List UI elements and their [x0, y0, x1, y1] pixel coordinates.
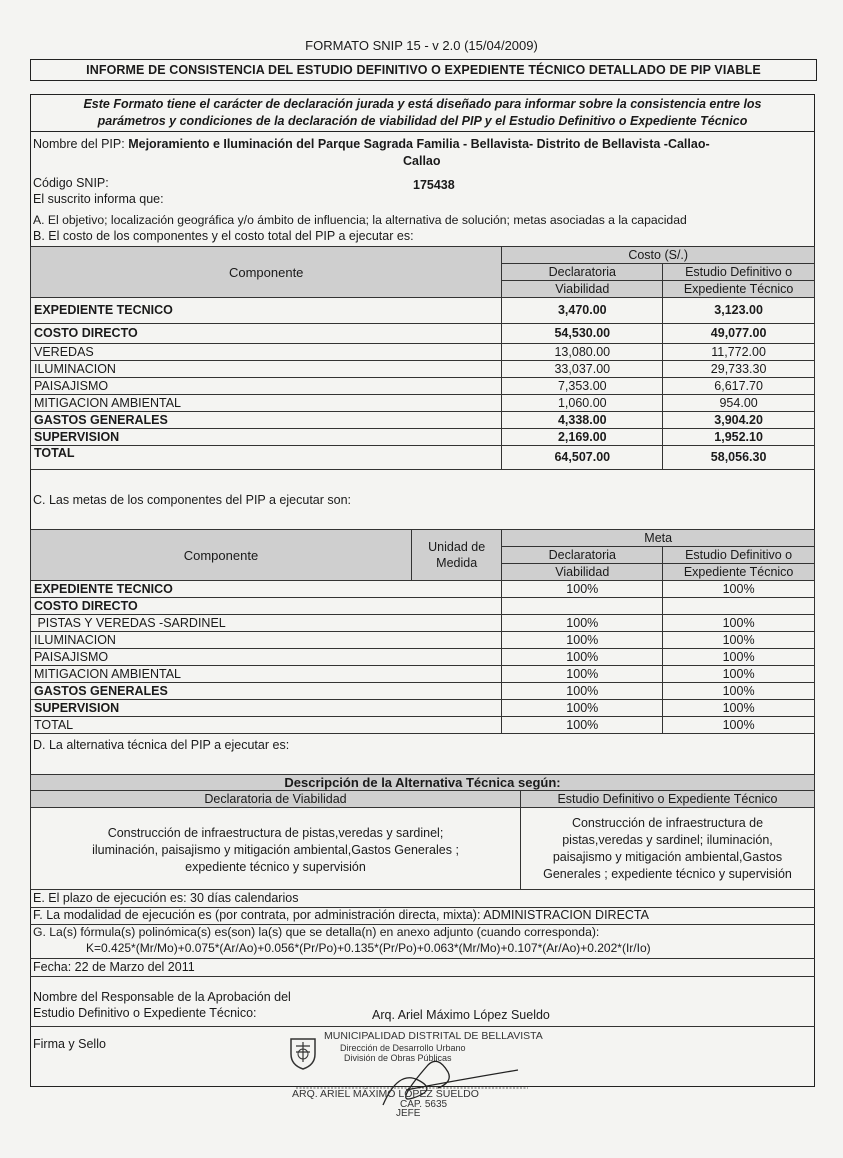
row-name: SUPERVISION: [31, 429, 502, 446]
row-est: 100%: [663, 632, 815, 649]
alternative-table: [30, 774, 815, 890]
table-row: [31, 344, 815, 361]
goals-table: [30, 529, 815, 734]
row-est: 58,056.30: [663, 446, 815, 470]
stamp-role: JEFE: [396, 1108, 421, 1119]
divider: [30, 1026, 815, 1027]
table-row: [31, 361, 815, 378]
cost-col-decl-1: Declaratoria: [502, 264, 663, 281]
stamp-line-1: MUNICIPALIDAD DISTRITAL DE BELLAVISTA: [324, 1030, 543, 1042]
row-est: 11,772.00: [663, 344, 815, 361]
row-est: 29,733.30: [663, 361, 815, 378]
row-decl: 100%: [502, 649, 663, 666]
table-row: [31, 683, 815, 700]
cost-col-cost: Costo (S/.): [502, 247, 815, 264]
cost-table: [30, 246, 815, 470]
row-name: MITIGACION AMBIENTAL: [31, 395, 502, 412]
goals-col-est-1: Estudio Definitivo o: [663, 547, 815, 564]
sign-label: Firma y Sello: [33, 1037, 106, 1051]
alt-decl-line: Construcción de infraestructura de pistas,veredas y sardinel;: [107, 826, 444, 840]
alt-est-line: Generales ; expediente técnico y supervisión: [543, 866, 792, 881]
alternative-header: Descripción de la Alternativa Técnica según:: [31, 775, 815, 791]
format-version: FORMATO SNIP 15 - v 2.0 (15/04/2009): [305, 38, 538, 53]
row-decl: 33,037.00: [502, 361, 663, 378]
table-row: [31, 412, 815, 429]
document-title: INFORME DE CONSISTENCIA DEL ESTUDIO DEFINITIVO O EXPEDIENTE TÉCNICO DETALLADO DE PIP VIABLE: [30, 59, 817, 81]
table-row: [31, 649, 815, 666]
row-est: 100%: [663, 666, 815, 683]
responsible-name: Arq. Ariel Máximo López Sueldo: [372, 1008, 550, 1022]
row-est: 100%: [663, 717, 815, 734]
table-row: [31, 615, 815, 632]
alt-decl-line: expediente técnico y supervisión: [185, 860, 366, 874]
alt-col-est: Estudio Definitivo o Expediente Técnico: [521, 791, 815, 808]
row-est: [663, 598, 815, 615]
stamp-line-3: División de Obras Públicas: [344, 1053, 452, 1063]
table-row: [31, 700, 815, 717]
row-name: VEREDAS: [31, 344, 502, 361]
row-name: EXPEDIENTE TECNICO: [31, 298, 502, 324]
row-decl: 3,470.00: [502, 298, 663, 324]
date: Fecha: 22 de Marzo del 2011: [33, 960, 195, 974]
table-row: [31, 666, 815, 683]
row-decl: 100%: [502, 615, 663, 632]
table-row: [31, 598, 815, 615]
goals-col-meta: Meta: [502, 530, 815, 547]
formula: K=0.425*(Mr/Mo)+0.075*(Ar/Ao)+0.056*(Pr/Po)+0.135*(Pr/Po)+0.063*(Mr/Mo)+0.107*(Ar/Ao)+0.202*(Ir/Io): [86, 941, 651, 955]
alt-est-line: pistas,veredas y sardinel; iluminación,: [562, 832, 773, 847]
pip-name-cont: Callao: [403, 154, 441, 168]
row-name: EXPEDIENTE TECNICO: [31, 581, 502, 598]
stamp-name: ARQ. ARIEL MÁXIMO LÓPEZ SUELDO: [292, 1088, 479, 1100]
goals-col-decl-1: Declaratoria: [502, 547, 663, 564]
item-g: G. La(s) fórmula(s) polinómica(s) es(son) la(s) que se detalla(n) en anexo adjunto (cuando corresponda):: [33, 925, 600, 939]
table-row: [31, 298, 815, 324]
goals-col-unit-2: Medida: [436, 556, 478, 570]
row-decl: 7,353.00: [502, 378, 663, 395]
row-name: COSTO DIRECTO: [31, 598, 502, 615]
table-row: [31, 324, 815, 344]
alt-est-description: [521, 808, 815, 890]
snip-code-label: Código SNIP:: [33, 176, 109, 190]
row-decl: 100%: [502, 581, 663, 598]
alt-col-decl: Declaratoria de Viabilidad: [31, 791, 521, 808]
goals-col-component: Componente: [31, 530, 412, 581]
snip-code: 175438: [413, 178, 455, 192]
goals-col-decl-2: Viabilidad: [502, 564, 663, 581]
row-est: 954.00: [663, 395, 815, 412]
alternative-intro: D. La alternativa técnica del PIP a ejecutar es:: [33, 738, 290, 752]
table-row: [31, 632, 815, 649]
stamp-line-2: Dirección de Desarrollo Urbano: [340, 1043, 466, 1053]
item-b: B. El costo de los componentes y el costo total del PIP a ejecutar es:: [33, 229, 414, 243]
cost-col-est-2: Expediente Técnico: [663, 281, 815, 298]
row-est: 6,617.70: [663, 378, 815, 395]
declaration-line-2: parámetros y condiciones de la declaración de viabilidad del PIP y el Estudio Definitivo o Expediente Técnico: [97, 114, 748, 128]
row-est: 100%: [663, 649, 815, 666]
row-decl: [502, 598, 663, 615]
row-name: GASTOS GENERALES: [31, 412, 502, 429]
row-name: PISTAS Y VEREDAS -SARDINEL: [31, 615, 502, 632]
row-decl: 13,080.00: [502, 344, 663, 361]
row-est: 100%: [663, 581, 815, 598]
alt-decl-description: [31, 808, 521, 890]
row-decl: 100%: [502, 683, 663, 700]
row-decl: 54,530.00: [502, 324, 663, 344]
row-decl: 2,169.00: [502, 429, 663, 446]
row-est: 100%: [663, 615, 815, 632]
cost-col-component: Componente: [31, 247, 502, 298]
table-row: [31, 395, 815, 412]
row-name: MITIGACION AMBIENTAL: [31, 666, 502, 683]
cost-col-est-1: Estudio Definitivo o: [663, 264, 815, 281]
row-decl: 64,507.00: [502, 446, 663, 470]
goals-col-unit-1: Unidad de: [428, 540, 486, 554]
stamp-cap: CAP. 5635: [400, 1099, 448, 1110]
row-decl: 1,060.00: [502, 395, 663, 412]
row-est: 3,904.20: [663, 412, 815, 429]
pip-name-row: [33, 137, 710, 151]
table-row: [31, 717, 815, 734]
row-decl: 100%: [502, 700, 663, 717]
goals-col-est-2: Expediente Técnico: [663, 564, 815, 581]
alt-decl-line: iluminación, paisajismo y mitigación ambiental,Gastos Generales ;: [92, 843, 459, 857]
row-decl: 100%: [502, 632, 663, 649]
pip-name: Mejoramiento e Iluminación del Parque Sagrada Familia - Bellavista- Distrito de Bellavista -Callao-: [128, 137, 710, 151]
divider: [30, 976, 815, 977]
goals-intro: C. Las metas de los componentes del PIP a ejecutar son:: [33, 493, 352, 507]
row-name: PAISAJISMO: [31, 649, 502, 666]
row-name: TOTAL: [31, 446, 502, 470]
informs-text: El suscrito informa que:: [33, 192, 164, 206]
table-row: [31, 446, 815, 470]
declaration-notice: [30, 94, 815, 132]
row-est: 49,077.00: [663, 324, 815, 344]
row-name: SUPERVISION: [31, 700, 502, 717]
cost-col-decl-2: Viabilidad: [502, 281, 663, 298]
row-name: PAISAJISMO: [31, 378, 502, 395]
row-decl: 4,338.00: [502, 412, 663, 429]
official-stamp: [288, 1030, 548, 1120]
divider: [30, 958, 815, 959]
item-e: E. El plazo de ejecución es: 30 días calendarios: [33, 891, 299, 905]
responsible-label-1: Nombre del Responsable de la Aprobación del: [33, 990, 291, 1004]
pip-name-label: Nombre del PIP:: [33, 137, 125, 151]
row-name: COSTO DIRECTO: [31, 324, 502, 344]
goals-col-unit: [411, 530, 501, 581]
row-est: 1,952.10: [663, 429, 815, 446]
alt-est-line: Construcción de infraestructura de: [571, 815, 764, 830]
item-f: F. La modalidad de ejecución es (por contrata, por administración directa, mixta): ADMINISTRACION DIRECTA: [33, 908, 649, 922]
row-name: ILUMINACION: [31, 361, 502, 378]
row-decl: 100%: [502, 666, 663, 683]
declaration-line-1: Este Formato tiene el carácter de declaración jurada y está diseñado para informar sobre la consistencia entre los: [83, 97, 762, 111]
row-name: GASTOS GENERALES: [31, 683, 502, 700]
table-row: [31, 378, 815, 395]
row-name: TOTAL: [31, 717, 502, 734]
row-name: ILUMINACION: [31, 632, 502, 649]
table-row: [31, 581, 815, 598]
row-decl: 100%: [502, 717, 663, 734]
item-a: A. El objetivo; localización geográfica y/o ámbito de influencia; la alternativa de solución; metas asociadas a la capacidad: [33, 213, 687, 227]
row-est: 100%: [663, 700, 815, 717]
row-est: 3,123.00: [663, 298, 815, 324]
row-est: 100%: [663, 683, 815, 700]
alt-est-line: paisajismo y mitigación ambiental,Gastos: [552, 849, 783, 864]
table-row: [31, 429, 815, 446]
responsible-label-2: Estudio Definitivo o Expediente Técnico:: [33, 1006, 257, 1020]
